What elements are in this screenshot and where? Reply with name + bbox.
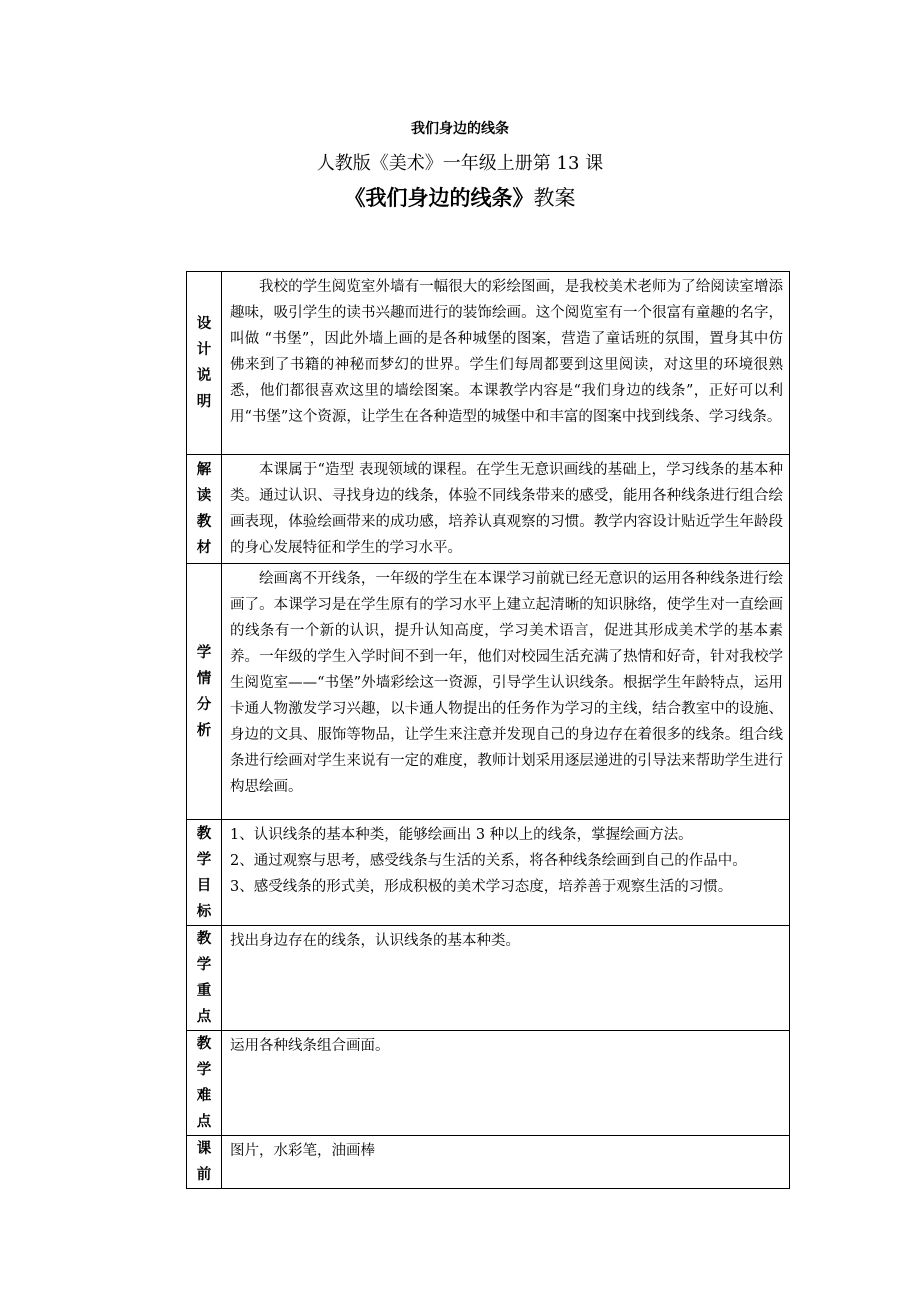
main-title-suffix: 教案: [533, 186, 576, 210]
row-content: [222, 1031, 790, 1136]
table-row-design: [187, 272, 790, 455]
table-row-preparation: [187, 1136, 790, 1189]
row-content: [222, 455, 790, 564]
table-row-difficulties: [187, 1031, 790, 1136]
content-line: 找出身边存在的线条，认识线条的基本种类。: [230, 933, 520, 949]
goal-line: 3、感受线条的形式美，形成积极的美术学习态度，培养善于观察生活的习惯。: [230, 879, 733, 895]
table-row-goals: [187, 820, 790, 926]
row-heading: 学 情 分 析: [187, 564, 222, 820]
table-row-student-analysis: [187, 564, 790, 820]
document-short-title: 我们身边的线条: [411, 121, 509, 137]
row-content: [222, 1136, 790, 1189]
goal-line: 2、通过观察与思考，感受线条与生活的关系，将各种线条绘画到自己的作品中。: [230, 853, 747, 869]
table-row-key-points: [187, 926, 790, 1031]
row-content: [222, 820, 790, 926]
row-heading: 教 学 重 点: [187, 926, 222, 1031]
content-line: 图片，水彩笔，油画棒: [230, 1143, 375, 1159]
table-row-textbook: [187, 455, 790, 564]
row-content: [222, 272, 790, 455]
row-heading: 解 读 教 材: [187, 455, 222, 564]
lesson-plan-table: [186, 271, 790, 1189]
row-heading: 设 计 说 明: [187, 272, 222, 455]
row-heading: 教 学 目 标: [187, 820, 222, 926]
paragraph: 我校的学生阅览室外墙有一幅很大的彩绘图画，是我校美术老师为了给阅读室增添趣味，吸引学生的读书兴趣而进行的装饰绘画。这个阅览室有一个很富有童趣的名字，叫做 “书堡”，因此外墙上画的是各种城堡的图案，营造了童话班的氛围，置身其中仿佛来到了书籍的神秘而梦幻的世界。学生们每周都要到这里阅读，对这里的环境很熟悉，他们都很喜欢这里的墙绘图案。本课教学内容是“我们身边的线条”，正好可以利用“书堡”这个资源，让学生在各种造型的城堡中和丰富的图案中找到线条、学习线条。: [230, 279, 783, 425]
goal-line: 1、认识线条的基本种类，能够绘画出 3 种以上的线条，掌握绘画方法。: [230, 827, 693, 843]
document-main-title: [0, 182, 920, 212]
paragraph: 本课属于“造型 表现领域的课程。在学生无意识画线的基础上，学习线条的基本种类。通过认识、寻找身边的线条，体验不同线条带来的感受，能用各种线条进行组合绘画表现，体验绘画带来的成功感，培养认真观察的习惯。教学内容设计贴近学生年龄段的身心发展特征和学生的学习水平。: [230, 462, 783, 556]
document-subtitle: 人教版《美术》一年级上册第 13 课: [316, 153, 604, 174]
row-heading: 课 前: [187, 1136, 222, 1189]
row-content: [222, 926, 790, 1031]
paragraph: 绘画离不开线条，一年级的学生在本课学习前就已经无意识的运用各种线条进行绘画了。本课学习是在学生原有的学习水平上建立起清晰的知识脉络，使学生对一直绘画的线条有一个新的认识，提升认知高度，学习美术语言，促进其形成美术学的基本素养。一年级的学生入学时间不到一年，他们对校园生活充满了热情和好奇，针对我校学生阅览室——“书堡”外墙彩绘这一资源，引导学生认识线条。根据学生年龄特点，运用卡通人物激发学习兴趣，以卡通人物提出的任务作为学习的主线，结合教室中的设施、身边的文具、服饰等物品，让学生来注意并发现自己的身边存在着很多的线条。组合线条进行绘画对学生来说有一定的难度，教师计划采用逐层递进的引导法来帮助学生进行构思绘画。: [230, 571, 783, 795]
main-title-bold: 《我们身边的线条》: [344, 186, 534, 210]
content-line: 运用各种线条组合画面。: [230, 1038, 390, 1054]
row-heading: 教 学 难 点: [187, 1031, 222, 1136]
row-content: [222, 564, 790, 820]
